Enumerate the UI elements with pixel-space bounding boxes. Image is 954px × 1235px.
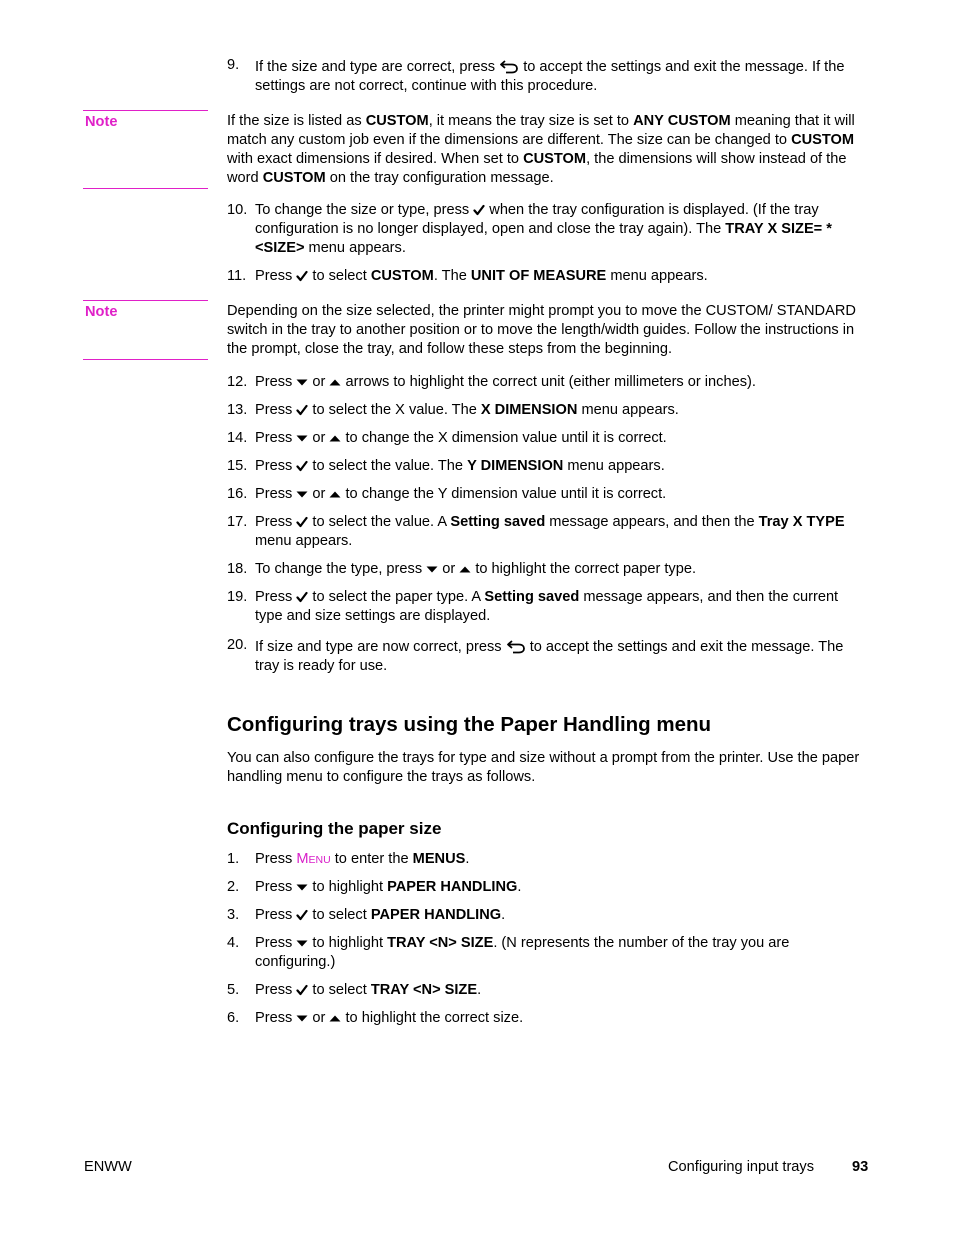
step-number: 3. <box>227 907 240 923</box>
text-run: when the tray configuration is displayed. (If the tray configuration is no longer displayed, open and close the tray again). The <box>255 202 819 237</box>
footer-left: ENWW <box>84 1159 132 1175</box>
step-13-text <box>255 401 867 420</box>
up-arrow-icon <box>329 488 341 500</box>
checkmark-icon <box>296 404 308 416</box>
bold-term: ANY CUSTOM <box>633 113 731 129</box>
step-18-text <box>255 560 867 579</box>
step-20-text <box>255 638 867 676</box>
up-arrow-icon <box>329 376 341 388</box>
step-9-text <box>255 58 867 96</box>
text-run: to highlight the correct size. <box>341 1010 524 1026</box>
step-14-text <box>255 429 867 448</box>
bold-term: Y DIMENSION <box>467 458 564 474</box>
bold-term: X DIMENSION <box>480 402 578 418</box>
text-run: Press <box>255 486 297 502</box>
checkmark-icon <box>296 516 308 528</box>
text-run: to select <box>308 268 371 284</box>
text-run: Press <box>255 268 297 284</box>
text-run: If the size is listed as <box>227 113 366 129</box>
step-number: 20. <box>227 637 248 653</box>
text-run: or <box>308 430 330 446</box>
note-rule-top <box>83 300 208 301</box>
step-number: 16. <box>227 486 248 502</box>
bold-term: TRAY <N> SIZE <box>387 935 494 951</box>
text-run: to accept the settings and exit the message. The tray is ready for use. <box>255 639 844 674</box>
text-run: Press <box>255 458 297 474</box>
text-run: on the tray configuration message. <box>325 170 554 186</box>
checkmark-icon <box>296 984 308 996</box>
text-run: Press <box>255 1010 297 1026</box>
text-run: message appears, and then the <box>545 514 759 530</box>
bold-term: Setting saved <box>450 514 546 530</box>
section-intro: You can also configure the trays for type and size without a prompt from the printer. Use the paper handling menu to configure the trays as follows. <box>227 750 860 785</box>
text-run: . <box>465 851 470 867</box>
note-rule-top <box>83 110 208 111</box>
down-arrow-icon <box>296 1012 308 1024</box>
text-run: to highlight <box>308 935 388 951</box>
bold-term: CUSTOM <box>370 268 434 284</box>
step-number: 17. <box>227 514 248 530</box>
step-19-text <box>255 588 867 626</box>
step-number: 6. <box>227 1010 240 1026</box>
text-run: to select the X value. The <box>308 402 481 418</box>
text-run: to select <box>308 982 371 998</box>
text-run: Press <box>255 879 297 895</box>
note-label: Note <box>85 114 118 130</box>
step-5-text <box>255 981 867 1000</box>
text-run: to highlight <box>308 879 388 895</box>
text-run: To change the type, press <box>255 561 427 577</box>
bold-term: MENUS <box>412 851 466 867</box>
text-run: to change the X dimension value until it is correct. <box>341 430 667 446</box>
text-run: Press <box>255 589 297 605</box>
text-run: menu appears. <box>304 240 406 256</box>
page-number: 93 <box>852 1159 869 1175</box>
step-number: 10. <box>227 202 248 218</box>
step-number: 12. <box>227 374 248 390</box>
text-run: or <box>308 374 330 390</box>
text-run: to change the Y dimension value until it is correct. <box>341 486 667 502</box>
step-6-text <box>255 1009 867 1028</box>
text-run: meaning that it will match any custom job even if the dimensions are different. The size can be changed to <box>227 113 855 148</box>
checkmark-icon <box>473 204 485 216</box>
step-number: 11. <box>227 268 247 284</box>
text-run: menu appears. <box>606 268 708 284</box>
text-run: menu appears. <box>577 402 679 418</box>
down-arrow-icon <box>296 432 308 444</box>
bold-term: CUSTOM <box>262 170 326 186</box>
bold-term: UNIT OF MEASURE <box>470 268 607 284</box>
text-run: . <box>501 907 506 923</box>
step-17-text <box>255 513 867 551</box>
step-number: 9. <box>227 57 240 73</box>
text-run: , the dimensions will show instead of the word <box>227 151 847 186</box>
subsection-heading: Configuring the paper size <box>227 819 442 838</box>
text-run: . (N represents the number of the tray you are configuring.) <box>255 935 790 970</box>
text-run: Press <box>255 430 297 446</box>
down-arrow-icon <box>296 937 308 949</box>
bold-term: CUSTOM <box>523 151 587 167</box>
down-arrow-icon <box>296 488 308 500</box>
checkmark-icon <box>296 909 308 921</box>
up-arrow-icon <box>329 1012 341 1024</box>
text-run: to accept the settings and exit the message. If the settings are not correct, continue with this procedure. <box>255 59 845 94</box>
step-number: 1. <box>227 851 240 867</box>
footer-section: Configuring input trays <box>668 1159 815 1175</box>
text-run: Press <box>255 851 297 867</box>
text-run: message appears, and then the current type and size settings are displayed. <box>255 589 839 624</box>
note-rule-bottom <box>83 188 208 189</box>
step-number: 2. <box>227 879 240 895</box>
text-run: . The <box>433 268 471 284</box>
text-run: If the size and type are correct, press <box>255 59 500 75</box>
text-run: to select <box>308 907 371 923</box>
down-arrow-icon <box>296 881 308 893</box>
step-number: 19. <box>227 589 248 605</box>
back-arrow-icon <box>499 59 519 75</box>
menu-key-label <box>296 851 330 867</box>
down-arrow-icon <box>426 563 438 575</box>
back-arrow-icon <box>506 639 526 655</box>
step-number: 4. <box>227 935 240 951</box>
menu-key-initial: M <box>296 851 309 867</box>
note-rule-bottom <box>83 359 208 360</box>
text-run: to enter the <box>330 851 413 867</box>
note-label: Note <box>85 304 118 320</box>
text-run: or <box>308 486 330 502</box>
down-arrow-icon <box>296 376 308 388</box>
step-4-text <box>255 934 867 972</box>
checkmark-icon <box>296 270 308 282</box>
step-3-text <box>255 906 867 925</box>
text-run: to select the value. The <box>308 458 468 474</box>
text-run: To change the size or type, press <box>255 202 474 218</box>
text-run: menu appears. <box>255 533 353 549</box>
text-run: If size and type are now correct, press <box>255 639 506 655</box>
checkmark-icon <box>296 460 308 472</box>
note-1-text <box>227 112 867 188</box>
text-run: or <box>308 1010 330 1026</box>
text-run: . <box>477 982 482 998</box>
step-11-text <box>255 267 867 286</box>
text-run: menu appears. <box>563 458 665 474</box>
text-run: to select the value. A <box>308 514 451 530</box>
step-15-text <box>255 457 867 476</box>
text-run: . <box>517 879 522 895</box>
text-run: arrows to highlight the correct unit (either millimeters or inches). <box>341 374 756 390</box>
up-arrow-icon <box>459 563 471 575</box>
text-run: Press <box>255 374 297 390</box>
text-run: to highlight the correct paper type. <box>471 561 696 577</box>
text-run: Press <box>255 514 297 530</box>
bold-term: CUSTOM <box>365 113 429 129</box>
step-2-text <box>255 878 867 897</box>
bold-term: Setting saved <box>484 589 580 605</box>
step-number: 5. <box>227 982 240 998</box>
step-number: 15. <box>227 458 248 474</box>
text-run: Press <box>255 935 297 951</box>
checkmark-icon <box>296 591 308 603</box>
step-10-text <box>255 201 867 258</box>
note-2-text <box>227 302 867 359</box>
bold-term: PAPER HANDLING <box>387 879 518 895</box>
text-run: , it means the tray size is set to <box>428 113 634 129</box>
text-run: Press <box>255 402 297 418</box>
bold-term: Tray X TYPE <box>758 514 845 530</box>
text-run: to select the paper type. A <box>308 589 485 605</box>
step-12-text <box>255 373 867 392</box>
section-heading: Configuring trays using the Paper Handling menu <box>227 713 712 736</box>
menu-key-rest: ENU <box>308 854 331 866</box>
bold-term: PAPER HANDLING <box>370 907 502 923</box>
text-run: Press <box>255 907 297 923</box>
step-number: 13. <box>227 402 248 418</box>
text-run: with exact dimensions if desired. When set to <box>227 151 524 167</box>
text-run: or <box>438 561 460 577</box>
up-arrow-icon <box>329 432 341 444</box>
text-run: Depending on the size selected, the printer might prompt you to move the CUSTOM/ STANDARD switch in the tray to another position or to move the length/width guides. Follow the instructions in the prompt, close the tray, and follow these steps from the beginning. <box>227 303 856 357</box>
bold-term: TRAY <N> SIZE <box>370 982 478 998</box>
bold-term: CUSTOM <box>791 132 855 148</box>
step-number: 18. <box>227 561 248 577</box>
bold-term: TRAY X SIZE= *<SIZE> <box>255 221 832 256</box>
step-1-text <box>255 850 867 870</box>
step-number: 14. <box>227 430 248 446</box>
step-16-text <box>255 485 867 504</box>
text-run: Press <box>255 982 297 998</box>
